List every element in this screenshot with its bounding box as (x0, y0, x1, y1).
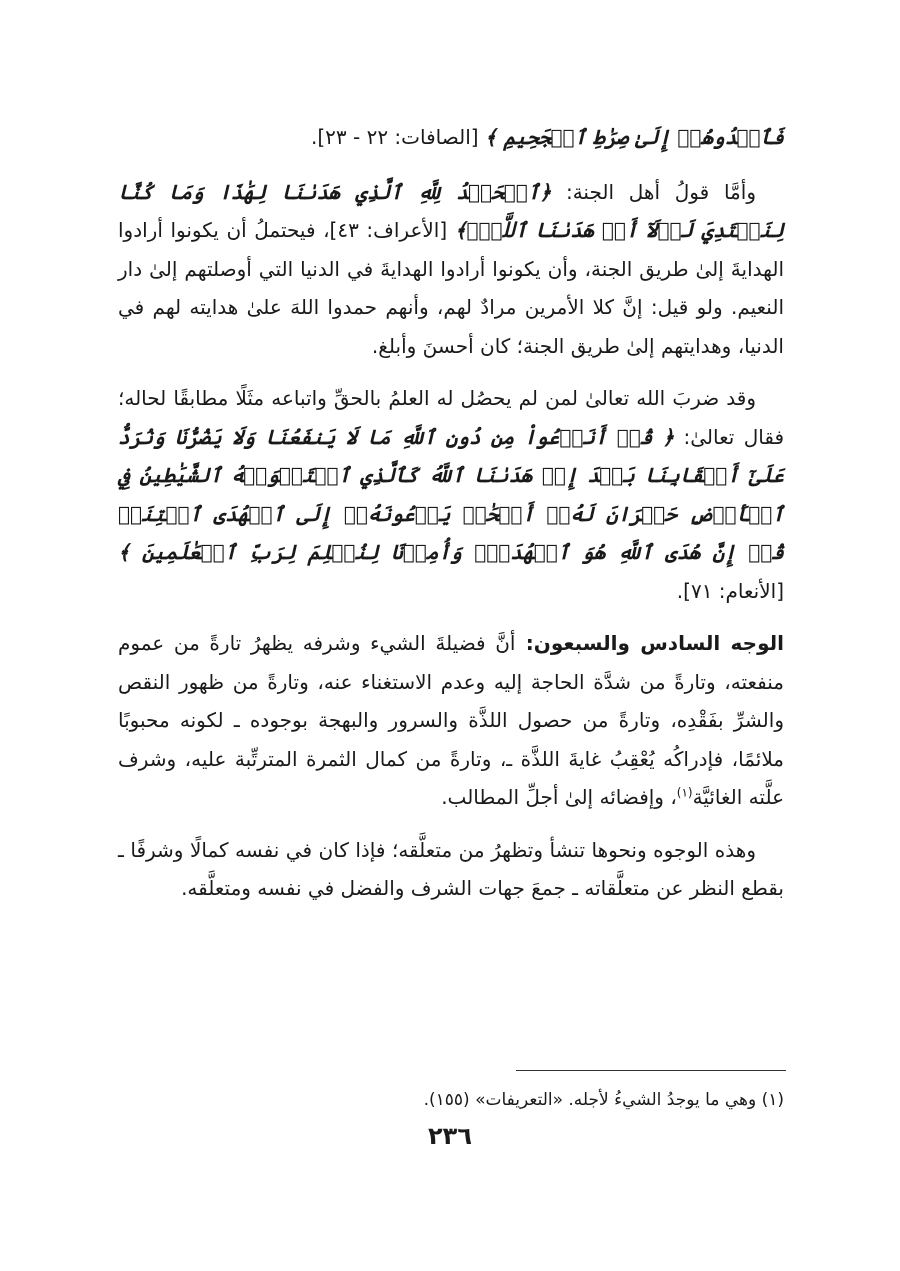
paragraph-lead: وأمَّا قولُ أهل الجنة: (551, 179, 756, 204)
footnote-marker[interactable]: (١) (676, 785, 693, 800)
quran-reference: [الصافات: ٢٢ - ٢٣]. (311, 125, 485, 149)
paragraph-mathal (118, 379, 784, 610)
paragraph-text: [الأعراف: ٤٣]، فيحتملُ أن يكونوا أرادوا الهدايةَ إلىٰ طريق الجنة، وأن يكونوا أرادوا الهدايةَ في الدنيا التي أوصلتهم إلىٰ دار النعيم. ولو قيل: إنَّ كلا الأمرين مرادٌ لهم، وأنهم حمدوا اللهَ علىٰ هدايته لهم في الدنيا، وهدايتهم إلىٰ طريق الجنة؛ كان أحسنَ وأبلغ. (118, 218, 784, 358)
quran-reference: [الأنعام: ٧١]. (676, 578, 784, 603)
page-body (118, 118, 784, 922)
paragraph-wajh-76 (118, 624, 784, 817)
paragraph-text: أنَّ فضيلةَ الشيء وشرفه يظهرُ تارةً من عموم منفعته، وتارةً من شدَّة الحاجة إليه وعدم الاستغناء عنه، وتارةً من ظهور النقص والشرِّ بفَقْدِه، وتارةً من حصول اللذَّة والسرور والبهجة بوجوده ـ لكونه محبوبًا ملائمًا، فإدراكُه يُعْقِبُ غايةَ اللذَّة ـ، وتارةً من كمال الثمرة المترتِّبة عليه، وشرف علَّته الغائيَّة (118, 631, 784, 809)
footnote-divider (516, 1070, 786, 1071)
quran-quote: فَٱهۡدُوهُمۡ إِلَىٰ صِرَٰطِ ٱلۡجَحِيمِ ﴾ (484, 125, 784, 149)
quran-quote: ﴿ قُلۡ أَنَدۡعُواْ مِن دُونِ ٱللَّهِ مَا لَا يَنفَعُنَا وَلَا يَضُرُّنَا وَنُرَدُّ عَلَىٰٓ أَعۡقَابِنَا بَعۡدَ إِذۡ هَدَىٰنَا ٱللَّهُ كَٱلَّذِي ٱسۡتَهۡوَتۡهُ ٱلشَّيَٰطِينُ فِي ٱلۡأَرۡضِ حَيۡرَانَ لَهُۥٓ أَصۡحَٰبٞ يَدۡعُونَهُۥٓ إِلَى ٱلۡهُدَى ٱئۡتِنَاۗ قُلۡ إِنَّ هُدَى ٱللَّهِ هُوَ ٱلۡهُدَىٰۖ وَأُمِرۡنَا لِنُسۡلِمَ لِرَبِّ ٱلۡعَٰلَمِينَ ﴾ (118, 424, 784, 564)
paragraph-quran-as-saffat (118, 118, 784, 157)
paragraph-text-tail: ، وإفضائه إلىٰ أجلِّ المطالب. (441, 785, 677, 809)
paragraph-text: وهذه الوجوه ونحوها تنشأ وتظهرُ من متعلَّقه؛ فإذا كان في نفسه كمالًا وشرفًا ـ بقطع النظر عن متعلَّقاته ـ جمعَ جهات الشرف والفضل في نفسه ومتعلَّقه. (118, 837, 784, 900)
page-number: ٢٣٦ (428, 1122, 472, 1150)
footnote: (١) وهي ما يوجدُ الشيءُ لأجله. «التعريفات» (١٥٥). (423, 1090, 784, 1110)
quran-quote: ﴿ٱلۡحَمۡدُ لِلَّهِ ٱلَّذِي هَدَىٰنَا لِهَٰذَا وَمَا كُنَّا لِنَهۡتَدِيَ لَوۡلَآ أَنۡ هَدَىٰنَا ٱللَّهُۖ﴾ (118, 179, 784, 242)
paragraph-ahl-al-janna (118, 173, 784, 366)
paragraph-wujuh (118, 831, 784, 908)
paragraph-lead: وقد ضربَ الله تعالىٰ لمن لم يحصُل له العلمُ بالحقِّ واتباعه مثَلًا مطابقًا لحاله؛ فقال تعالىٰ: (118, 386, 785, 449)
section-heading: الوجه السادس والسبعون: (515, 631, 784, 655)
